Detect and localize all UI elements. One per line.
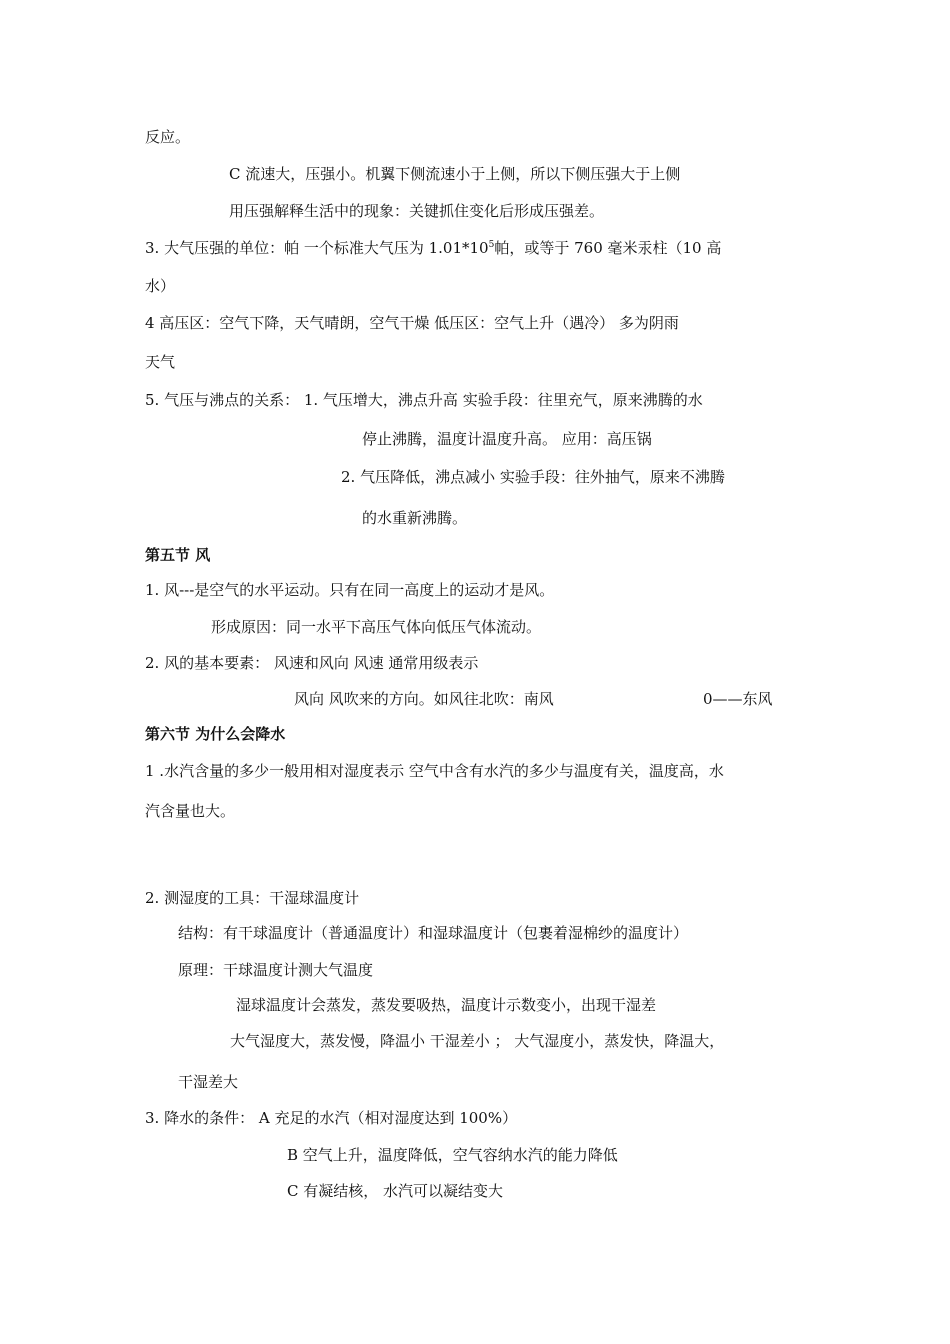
text-line: 用压强解释生活中的现象：关键抓住变化后形成压强差。 — [229, 202, 605, 220]
text-line: C 流速大，压强小。机翼下侧流速小于上侧，所以下侧压强大于上侧 — [229, 165, 681, 183]
text-line: C 有凝结核， 水汽可以凝结变大 — [287, 1182, 504, 1200]
text-line: 湿球温度计会蒸发，蒸发要吸热，温度计示数变小，出现干湿差 — [236, 996, 657, 1014]
text-line: 干湿差大 — [178, 1073, 239, 1091]
text-line: 水） — [145, 277, 176, 295]
text-line: 停止沸腾，温度计温度升高。 应用：高压锅 — [362, 430, 652, 448]
text-line: 汽含量也大。 — [145, 802, 236, 820]
text-line: 1. 风---是空气的水平运动。只有在同一高度上的运动才是风。 — [145, 581, 555, 599]
text-line: 天气 — [145, 353, 176, 371]
text-segment: 帕，或等于 760 毫米汞柱（10 高 — [494, 239, 722, 257]
text-line: 形成原因：同一水平下高压气体向低压气体流动。 — [211, 618, 542, 636]
text-line: 原理：干球温度计测大气温度 — [178, 961, 374, 979]
text-line: 大气湿度大，蒸发慢，降温小 干湿差小 ； 大气湿度小，蒸发快，降温大， — [230, 1032, 725, 1050]
text-line: 1 .水汽含量的多少一般用相对湿度表示 空气中含有水汽的多少与温度有关，温度高，水 — [145, 762, 724, 780]
text-line: 结构：有干球温度计（普通温度计）和湿球温度计（包裹着湿棉纱的温度计） — [178, 924, 689, 942]
text-line: 风向 风吹来的方向。如风往北吹：南风 — [294, 690, 554, 708]
text-segment: 3. 大气压强的单位：帕 一个标准大气压为 1.01*10 — [145, 239, 489, 257]
text-line: 2. 气压降低，沸点减小 实验手段：往外抽气，原来不沸腾 — [341, 468, 725, 486]
text-line — [145, 238, 721, 258]
section-heading: 第五节 风 — [145, 546, 211, 564]
text-line: 4 高压区：空气下降，天气晴朗，空气干燥 低压区：空气上升（遇冷） 多为阴雨 — [145, 314, 679, 332]
text-line: 5. 气压与沸点的关系： 1. 气压增大，沸点升高 实验手段：往里充气，原来沸腾的水 — [145, 391, 703, 409]
text-line: 2. 风的基本要素： 风速和风向 风速 通常用级表示 — [145, 654, 479, 672]
text-line: 2. 测湿度的工具：干湿球温度计 — [145, 889, 360, 907]
text-line: 3. 降水的条件： A 充足的水汽（相对湿度达到 100%） — [145, 1109, 518, 1127]
text-line: 反应。 — [145, 128, 191, 146]
text-line: B 空气上升，温度降低，空气容纳水汽的能力降低 — [287, 1146, 618, 1164]
superscript: 5 — [488, 240, 495, 250]
section-heading: 第六节 为什么会降水 — [145, 725, 286, 743]
text-line: 0——东风 — [703, 690, 773, 708]
text-line: 的水重新沸腾。 — [362, 509, 468, 527]
